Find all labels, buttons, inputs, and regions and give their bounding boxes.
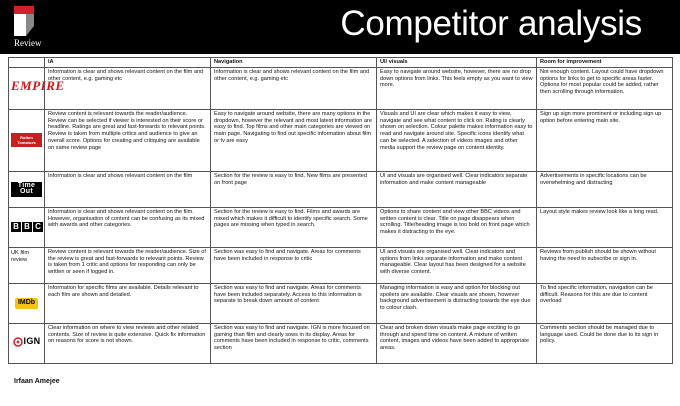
uk-film-review-label: UK film review <box>9 247 45 283</box>
ign-logo: IGN <box>9 323 45 363</box>
table-row-empire <box>9 67 673 109</box>
cell-navigation: Section was easy to find and navigate. Areas for comments have been included in response to critic <box>211 247 377 283</box>
cell-navigation: Section was easy to find and navigate. Areas for comments have been included separately. Access to this information is separate to break down amount of content <box>211 283 377 323</box>
bbc-logo: B B C <box>9 207 45 247</box>
cell-ia: Information is clear and shows relevant content on the film <box>45 171 211 207</box>
empire-logo: EMPIRE <box>9 67 45 109</box>
cell-ia: Clear information on where to view reviews and other related contents. Size of review is quite extensive. Quick fix information on reasons for score is not shown. <box>45 323 211 363</box>
cell-navigation: Section for the review is easy to find. Films and awards are mixed which makes it difficult to identify specific search. Some pages are missing when typed in search. <box>211 207 377 247</box>
cell-improvement: Advertisements in specific locations can be overwhelming and distracting <box>537 171 673 207</box>
cell-visuals: UI and visuals are organised well. Clear indicators and options from links separate information and make content manageable. Clear layout has been designed for a website with diverse content. <box>377 247 537 283</box>
cell-improvement: Comments section should be managed due to language used. Could be done due to its sign in policy. <box>537 323 673 363</box>
cell-visuals: Easy to navigate around website, however, there are no drop down options from links. This feels empty as you want to view more. <box>377 67 537 109</box>
rotten-tomatoes-logo: Rotten Tomatoes <box>9 109 45 171</box>
cell-improvement: Layout style makes review look like a long read. <box>537 207 673 247</box>
table-row-rotten-tomatoes <box>9 109 673 171</box>
table-header-row <box>9 58 673 68</box>
cell-visuals: Clear and broken down visuals make page exciting to go through and spend time on content. A mixture of written content, images and videos have been added to appropriate areas. <box>377 323 537 363</box>
cell-visuals: Options to share content and view other BBC videos and written content is clear. Title on page disappears when scrolling. Title/heading image is too bold on front page which makes it distracting to the eye. <box>377 207 537 247</box>
logo-label: Review <box>14 38 42 48</box>
imdb-logo: IMDb <box>9 283 45 323</box>
cell-navigation: Easy to navigate around website, there are many options in the dropdown, however the relevant and most latest information are easy to find. Top films and other main categories are viewed on main page. Navigating to find out specific information about film or tv are easy <box>211 109 377 171</box>
ign-mark-icon <box>13 337 23 347</box>
cell-improvement: Not enough content. Layout could have dropdown options for links to get to specific areas faster. Options for most popular could be added, rather then scrolling through information. <box>537 67 673 109</box>
table-row-uk-film-review <box>9 247 673 283</box>
table-row-imdb <box>9 283 673 323</box>
page-title: Competitor analysis <box>340 4 642 43</box>
cell-ia: Information is clear and shows relevant content on the film. However, organisation of content can be confusing as its mixed with awards and other categories. <box>45 207 211 247</box>
competitor-table <box>8 57 673 364</box>
cell-visuals: Visuals and UI are clear which makes it easy to view, navigate and see what content to click on. Rating is clearly shown on selection. Colour palette makes information easy to read and navigate around site. Specific icons identify what can be selected. A selection of videos images and other media support the review page on content identity. <box>377 109 537 171</box>
cell-improvement: Reviews from publish should be shown without having the need to subscribe or sign in. <box>537 247 673 283</box>
cell-navigation: Section for the review is easy to find. New films are presented on front page <box>211 171 377 207</box>
table-row-ign <box>9 323 673 363</box>
cell-ia: Information for specific films are available. Details relevant to each film are shown and detailed. <box>45 283 211 323</box>
header-banner <box>0 0 680 54</box>
cell-navigation: Information is clear and shows relevant content on the film and other content, e.g. gaming etc <box>211 67 377 109</box>
cell-visuals: Managing information is easy and option for blocking out spoilers are available. Clear visuals are shown, however background advertisement is distracting towards the eye due to colour clash. <box>377 283 537 323</box>
header-cell-improvement: Room for improvement <box>537 58 673 68</box>
time-out-logo: Time Out <box>9 171 45 207</box>
cell-ia: Review content is relevant towards the reader/audience. Size of the review is great and fast-forwards to relevant points. Review is taken from 1 critic and options for responding can only be written or seen if logged in. <box>45 247 211 283</box>
table-row-bbc <box>9 207 673 247</box>
cell-ia: Information is clear and shows relevant content on the film and other content, e.g. gaming etc <box>45 67 211 109</box>
cell-improvement: Sign up sign more prominent or including sign up option before entering main site. <box>537 109 673 171</box>
author-name: Irfaan Amejee <box>14 378 60 385</box>
header-cell-navigation: Navigation <box>211 58 377 68</box>
cell-navigation: Section was easy to find and navigate. IGN is more focused on gaming than film and clearly sows in its display. Areas for comments have been included in response to critic, comments section <box>211 323 377 363</box>
cell-improvement: To find specific information, navigation can be difficult. Reasons for this are due to content overload <box>537 283 673 323</box>
header-cell-visuals: UI/ visuals <box>377 58 537 68</box>
header-cell-ia: IA <box>45 58 211 68</box>
header-cell-blank <box>9 58 45 68</box>
table-row-time-out <box>9 171 673 207</box>
cell-ia: Review content is relevant towards the reader/audience. Review can be selected if viewer is interested on their score or headline. Ratings are great and fast-forwards to relevant points. Review is taken from multiple critics and audience to give an overall score. Options for creating and critiquing are available on same review page <box>45 109 211 171</box>
cell-visuals: UI and visuals are organised well. Clear indicators separate information and make content manageable <box>377 171 537 207</box>
